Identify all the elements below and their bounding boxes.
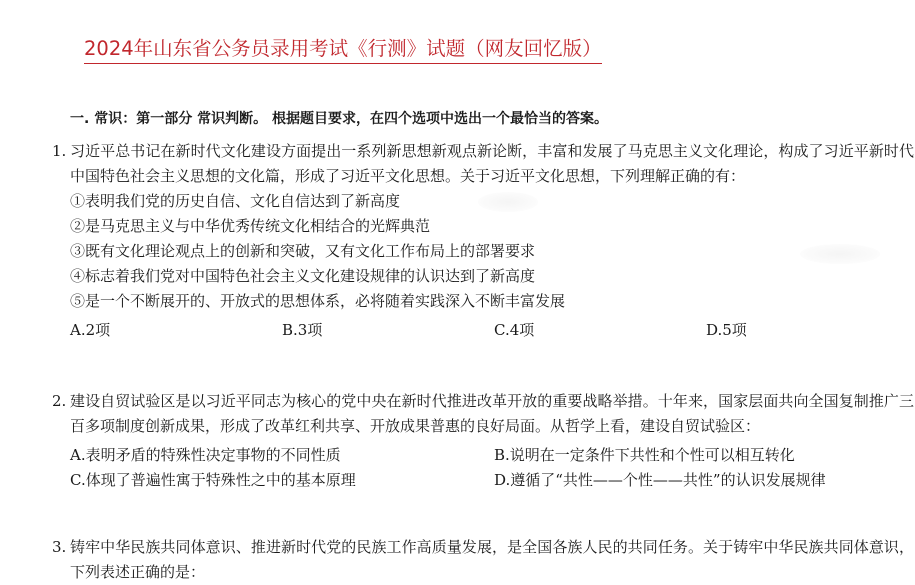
- question-3: [52, 535, 914, 585]
- question-text: 建设自贸试验区是以习近平同志为核心的党中央在新时代推进改革开放的重要战略举措。十年来，国家层面共向全国复制推广三百多项制度创新成果，形成了改革红利共享、开放成果普惠的良好局面。从哲学上看，建设自贸试验区：: [70, 392, 914, 435]
- question-stem: [52, 535, 914, 585]
- answer-options: [70, 443, 914, 493]
- question-1: [52, 139, 914, 343]
- question-text: 铸牢中华民族共同体意识、推进新时代党的民族工作高质量发展，是全国各族人民的共同任务。关于铸牢中华民族共同体意识，下列表述正确的是：: [70, 538, 914, 581]
- document-title: 2024年山东省公务员录用考试《行测》试题（网友回忆版）: [84, 36, 602, 64]
- question-number: 3.: [52, 538, 67, 556]
- question-stem: [52, 139, 914, 189]
- statement-item: ④标志着我们党对中国特色社会主义文化建设规律的认识达到了新高度: [70, 267, 536, 285]
- option-d: D.遵循了“共性——个性——共性”的认识发展规律: [494, 471, 826, 489]
- question-2: [52, 389, 914, 493]
- statement-item: ②是马克思主义与中华优秀传统文化相结合的光辉典范: [70, 217, 431, 235]
- statement-item: ⑤是一个不断展开的、开放式的思想体系，必将随着实践深入不断丰富发展: [70, 292, 566, 310]
- question-stem: [52, 389, 914, 439]
- statement-list: [70, 189, 914, 314]
- statement-item: ③既有文化理论观点上的创新和突破，又有文化工作布局上的部署要求: [70, 242, 536, 260]
- option-d: D.5项: [706, 321, 747, 339]
- option-c: C.体现了普遍性寓于特殊性之中的基本原理: [70, 471, 356, 489]
- option-c: C.4项: [494, 321, 535, 339]
- section-header: 一. 常识：第一部分 常识判断。 根据题目要求，在四个选项中选出一个最恰当的答案。: [70, 111, 608, 127]
- option-a: A.表明矛盾的特殊性决定事物的不同性质: [70, 446, 341, 464]
- statement-item: ①表明我们党的历史自信、文化自信达到了新高度: [70, 192, 401, 210]
- question-text: 习近平总书记在新时代文化建设方面提出一系列新思想新观点新论断，丰富和发展了马克思主义文化理论，构成了习近平新时代中国特色社会主义思想的文化篇，形成了习近平文化思想。关于习近平文化思想，下列理解正确的有：: [70, 142, 914, 185]
- question-number: 1.: [52, 142, 67, 160]
- option-b: B.说明在一定条件下共性和个性可以相互转化: [494, 446, 795, 464]
- answer-options: [70, 318, 914, 343]
- question-number: 2.: [52, 392, 67, 410]
- option-b: B.3项: [282, 321, 323, 339]
- option-a: A.2项: [70, 321, 111, 339]
